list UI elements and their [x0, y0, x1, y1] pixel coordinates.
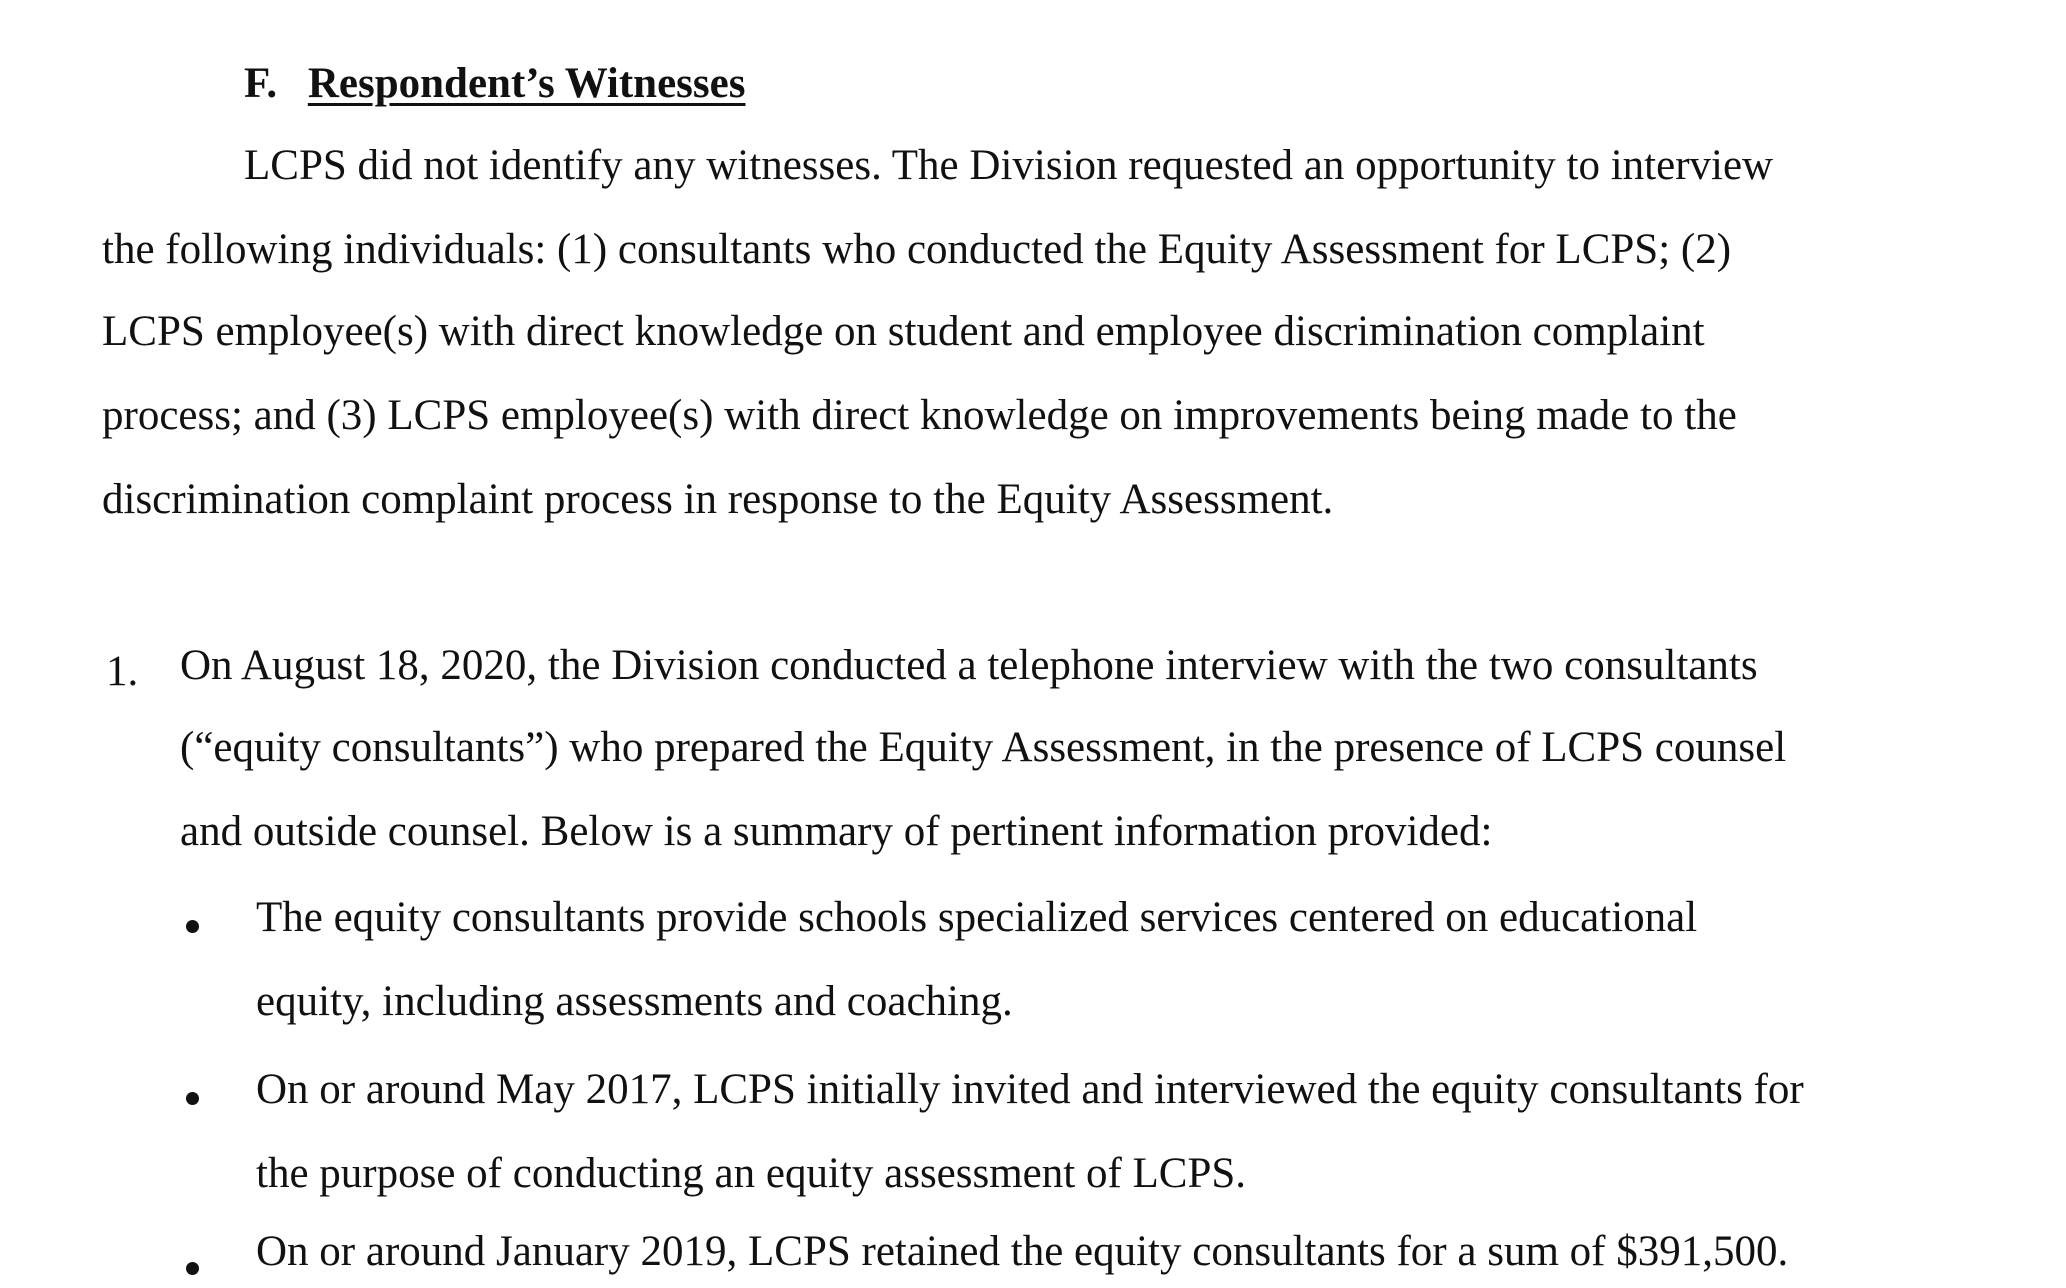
section-title: Respondent’s Witnesses — [307, 60, 746, 107]
paragraph-line: the following individuals: (1) consultants who conducted the Equity Assessment for LCPS; (2) — [102, 226, 1732, 273]
section-heading — [244, 58, 745, 110]
list-item-line: and outside counsel. Below is a summary of pertinent information provided: — [180, 808, 1493, 855]
list-number: 1. — [106, 648, 139, 695]
bullet-icon — [186, 920, 199, 933]
bullet-icon — [186, 1262, 199, 1275]
bullet-line: The equity consultants provide schools specialized services centered on educational — [256, 894, 1698, 941]
bullet-icon — [186, 1092, 199, 1105]
bullet-line: On or around May 2017, LCPS initially invited and interviewed the equity consultants for — [256, 1066, 1804, 1113]
paragraph-line: process; and (3) LCPS employee(s) with direct knowledge on improvements being made to the — [102, 392, 1737, 439]
list-item-line: On August 18, 2020, the Division conducted a telephone interview with the two consultants — [180, 642, 1758, 689]
bullet-line: On or around January 2019, LCPS retained the equity consultants for a sum of $391,500. — [256, 1228, 1789, 1275]
bullet-line: equity, including assessments and coaching. — [256, 978, 1013, 1025]
bullet-line: the purpose of conducting an equity assessment of LCPS. — [256, 1150, 1247, 1197]
paragraph-line: discrimination complaint process in response to the Equity Assessment. — [102, 476, 1334, 523]
paragraph-line: LCPS employee(s) with direct knowledge on student and employee discrimination complaint — [102, 308, 1705, 355]
list-item-line: (“equity consultants”) who prepared the Equity Assessment, in the presence of LCPS counsel — [180, 724, 1787, 771]
paragraph-line: LCPS did not identify any witnesses. The Division requested an opportunity to interview — [244, 142, 1774, 189]
section-letter: F. — [244, 60, 278, 107]
